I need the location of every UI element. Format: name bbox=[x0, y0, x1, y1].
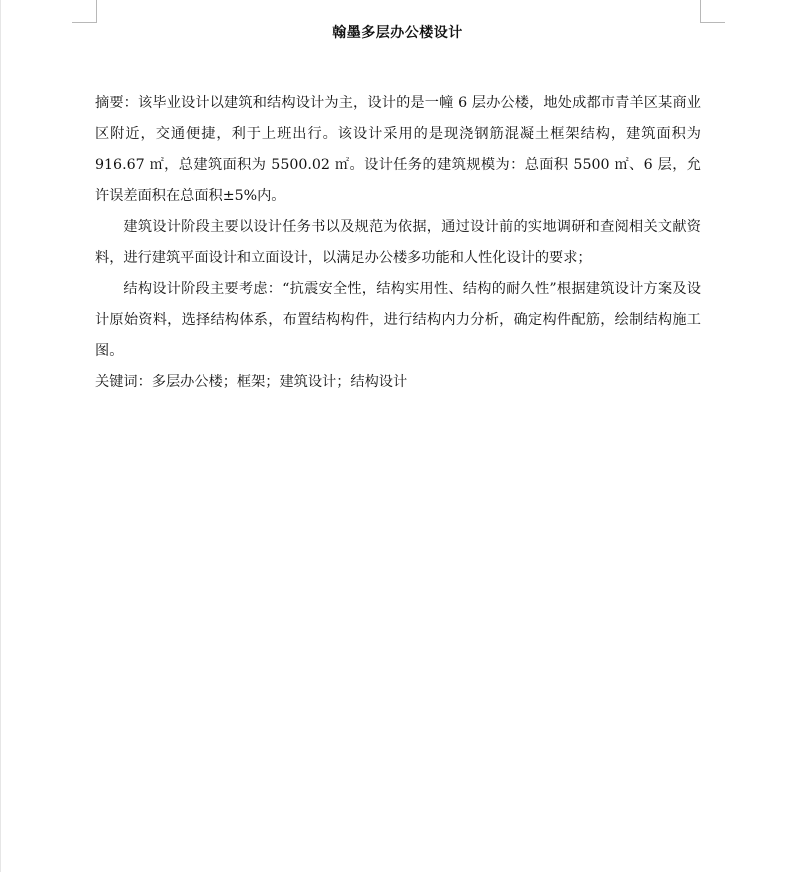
architecture-paragraph: 建筑设计阶段主要以设计任务书以及规范为依据，通过设计前的实地调研和查阅相关文献资料，进行建筑平面设计和立面设计，以满足办公楼多功能和人性化设计的要求； bbox=[95, 219, 701, 266]
crop-mark-left bbox=[72, 0, 97, 23]
structure-paragraph: 结构设计阶段主要考虑：“抗震安全性，结构实用性、结构的耐久性”根据建筑设计方案及设计原始资料，选择结构体系，布置结构构件，进行结构内力分析，确定构件配筋，绘制结构施工图。 bbox=[95, 281, 701, 359]
abstract-text: 该毕业设计以建筑和结构设计为主，设计的是一幢 6 层办公楼，地处成都市青羊区某商业区附近，交通便捷，利于上班出行。该设计采用的是现浇钢筋混凝土框架结构，建筑面积为 916.67 ㎡，总建筑面积为 5500.02 ㎡。设计任务的建筑规模为：总面积 5500 ㎡、6 层，允许误差面积在总面积±5%内。 bbox=[95, 95, 701, 204]
document-body bbox=[95, 88, 701, 398]
abstract-label: 摘要： bbox=[95, 95, 139, 111]
document-title: 翰墨多层办公楼设计 bbox=[332, 25, 463, 41]
abstract-paragraph bbox=[95, 88, 701, 212]
keywords-text: 多层办公楼；框架；建筑设计；结构设计 bbox=[151, 374, 408, 390]
keywords-paragraph bbox=[95, 367, 701, 398]
page-edge bbox=[0, 0, 1, 872]
keywords-label: 关键词： bbox=[95, 374, 152, 390]
crop-mark-right bbox=[700, 0, 725, 23]
